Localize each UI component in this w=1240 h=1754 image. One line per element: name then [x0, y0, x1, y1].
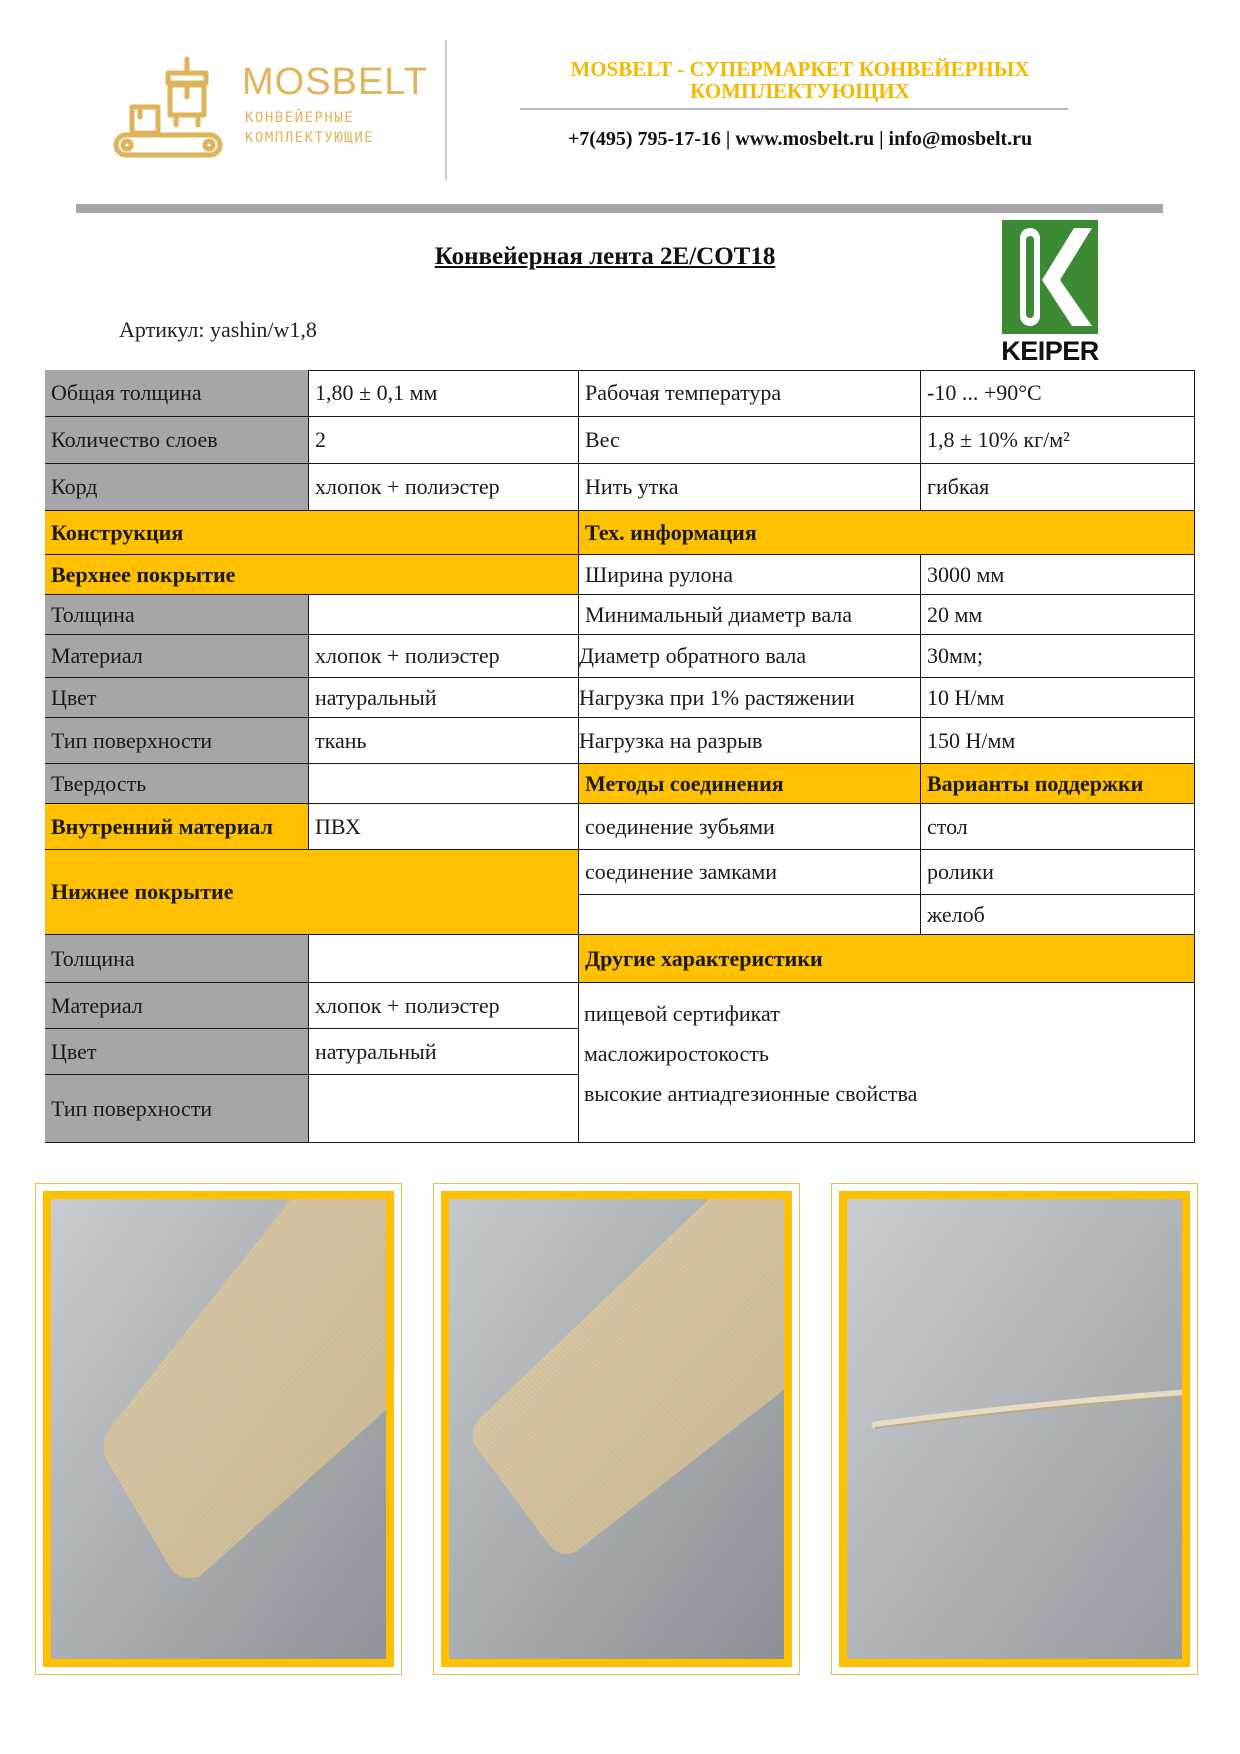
other-characteristics-header: Другие характеристики: [579, 935, 1195, 983]
break-load-value: 150 Н/мм: [921, 718, 1195, 764]
top-color-label: Цвет: [45, 678, 309, 718]
back-pulley-value: 30мм;: [921, 635, 1195, 678]
top-material-label: Материал: [45, 635, 309, 678]
tagline-rule: [520, 108, 1068, 110]
photo-belt-edge: [831, 1183, 1198, 1675]
total-thickness-label: Общая толщина: [45, 370, 309, 417]
top-thickness-label: Толщина: [45, 595, 309, 635]
bottom-thickness-value: [309, 935, 579, 983]
tagline-line2: КОМПЛЕКТУЮЩИХ: [690, 79, 910, 103]
roll-width-value: 3000 мм: [921, 555, 1195, 595]
other-item-1: пищевой сертификат: [584, 1001, 780, 1026]
bottom-color-label: Цвет: [45, 1029, 309, 1075]
support-option-2: ролики: [921, 850, 1195, 895]
top-cover-header: Верхнее покрытие: [45, 555, 579, 595]
belt-edge-image: [847, 1199, 1183, 1660]
tagline-line1: MOSBELT - СУПЕРМАРКЕТ КОНВЕЙЕРНЫХ: [570, 57, 1030, 81]
join-methods-header: Методы соединения: [579, 764, 921, 804]
header-tagline: [520, 58, 1080, 102]
support-option-1: стол: [921, 804, 1195, 850]
other-characteristics-list: [584, 994, 1184, 1114]
support-option-3: желоб: [921, 895, 1195, 935]
top-hardness-value: [309, 764, 579, 804]
cord-label: Корд: [45, 464, 309, 511]
bottom-material-value: хлопок + полиэстер: [309, 983, 579, 1029]
weight-label: Вес: [579, 417, 921, 464]
load-1pct-label: Нагрузка при 1% растяжении: [579, 678, 921, 718]
weft-value: гибкая: [921, 464, 1195, 511]
spec-table: [45, 370, 1195, 1143]
total-thickness-value: 1,80 ± 0,1 мм: [309, 370, 579, 417]
conveyor-logo-icon: [112, 55, 232, 160]
keiper-wordmark: KEIPER: [1001, 336, 1099, 366]
logo-subtitle-line2: КОМПЛЕКТУЮЩИЕ: [245, 130, 375, 146]
bottom-thickness-label: Толщина: [45, 935, 309, 983]
weight-value: 1,8 ± 10% кг/м²: [921, 417, 1195, 464]
document-title: Конвейерная лента 2E/COT18: [434, 243, 776, 270]
work-temperature-label: Рабочая температура: [579, 370, 921, 417]
header-rule: [76, 204, 1163, 213]
photo-belt-top: [35, 1183, 402, 1675]
bottom-surface-label: Тип поверхности: [45, 1075, 309, 1143]
bottom-cover-header: Нижнее покрытие: [45, 850, 579, 935]
logo-name: MOSBELT: [242, 61, 428, 103]
mosbelt-logo: [112, 55, 428, 165]
bottom-material-label: Материал: [45, 983, 309, 1029]
bottom-color-value: натуральный: [309, 1029, 579, 1075]
layers-value: 2: [309, 417, 579, 464]
layers-label: Количество слоев: [45, 417, 309, 464]
construction-header: Конструкция: [45, 511, 579, 555]
keiper-logo: [1002, 220, 1098, 365]
belt-bottom-image: [449, 1199, 785, 1660]
top-surface-value: ткань: [309, 718, 579, 764]
weft-label: Нить утка: [579, 464, 921, 511]
top-hardness-label: Твердость: [45, 764, 309, 804]
top-surface-label: Тип поверхности: [45, 718, 309, 764]
load-1pct-value: 10 Н/мм: [921, 678, 1195, 718]
support-options-header: Варианты поддержки: [921, 764, 1195, 804]
cord-value: хлопок + полиэстер: [309, 464, 579, 511]
break-load-label: Нагрузка на разрыв: [579, 718, 921, 764]
top-color-value: натуральный: [309, 678, 579, 718]
join-method-1: соединение зубьями: [579, 804, 921, 850]
join-method-3: [579, 895, 921, 935]
join-method-2: соединение замками: [579, 850, 921, 895]
contact-line[interactable]: +7(495) 795-17-16 | www.mosbelt.ru | info@mosbelt.ru: [567, 128, 1033, 150]
keiper-k-icon: [1002, 220, 1098, 334]
bottom-surface-value: [309, 1075, 579, 1143]
roll-width-label: Ширина рулона: [579, 555, 921, 595]
min-pulley-value: 20 мм: [921, 595, 1195, 635]
min-pulley-label: Минимальный диаметр вала: [579, 595, 921, 635]
top-thickness-value: [309, 595, 579, 635]
back-pulley-label: Диаметр обратного вала: [579, 635, 921, 678]
inner-material-label: Внутренний материал: [45, 804, 309, 850]
other-item-2: масложиростокость: [584, 1041, 769, 1066]
work-temperature-value: -10 ... +90°C: [921, 370, 1195, 417]
belt-top-image: [51, 1199, 387, 1660]
photo-belt-bottom: [433, 1183, 800, 1675]
logo-subtitle-line1: КОНВЕЙЕРНЫЕ: [245, 110, 355, 126]
tech-info-header: Тех. информация: [579, 511, 1195, 555]
header-divider: [445, 40, 447, 180]
top-material-value: хлопок + полиэстер: [309, 635, 579, 678]
other-item-3: высокие антиадгезионные свойства: [584, 1081, 918, 1106]
inner-material-value: ПВХ: [309, 804, 579, 850]
article-number: Артикул: yashin/w1,8: [119, 317, 317, 342]
